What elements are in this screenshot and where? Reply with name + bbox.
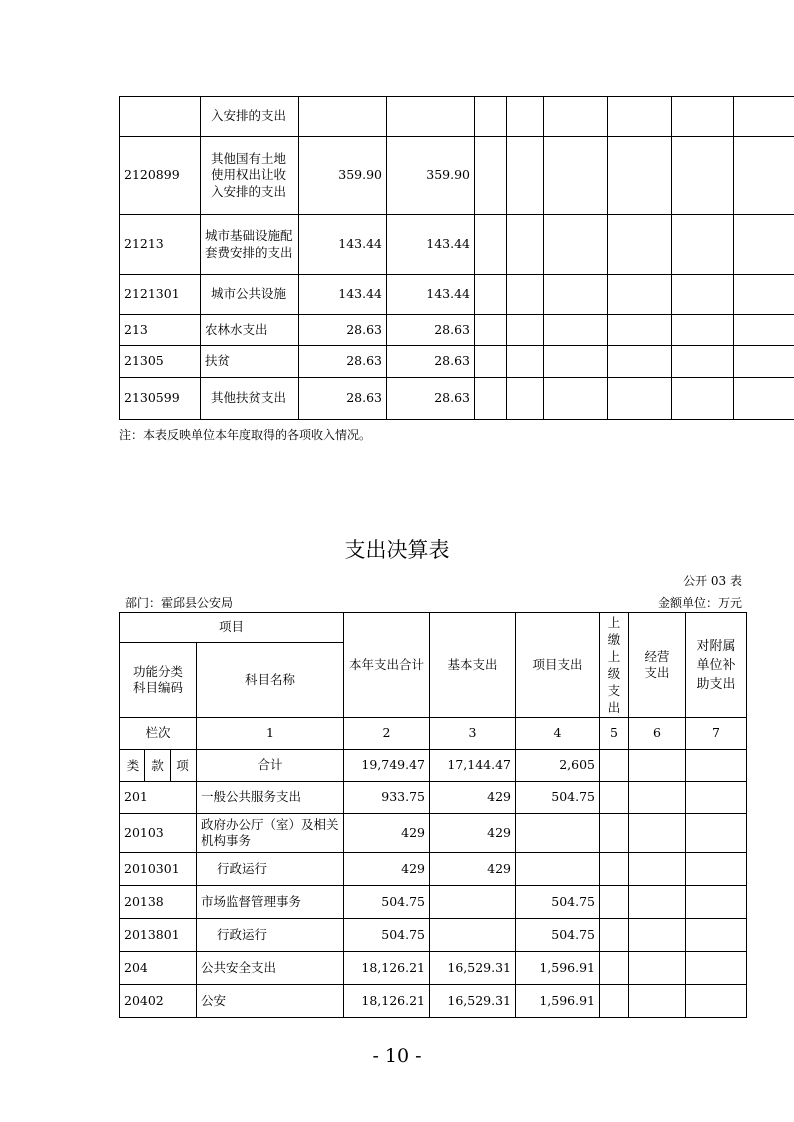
page-title: 支出决算表 — [344, 538, 450, 562]
code-cell: 2010301 — [120, 853, 197, 886]
header-item: 项目 — [120, 613, 344, 643]
total-value: 18,126.21 — [344, 985, 430, 1018]
classify-lei: 类 — [122, 750, 145, 781]
total-value: 504.75 — [344, 886, 430, 919]
page-number: - 10 - — [372, 1045, 422, 1067]
total-value: 504.75 — [344, 919, 430, 952]
code-cell: 204 — [120, 952, 197, 985]
table-row — [120, 919, 747, 952]
value-cell: 143.44 — [299, 215, 387, 275]
value-cell: 28.63 — [387, 315, 475, 346]
total-value: 19,749.47 — [344, 750, 430, 782]
name-cell: 市场监督管理事务 — [197, 886, 344, 919]
code-cell: 2120899 — [120, 137, 201, 215]
total-value: 429 — [344, 814, 430, 853]
header-business: 经营支出 — [629, 613, 686, 718]
classify-kuan: 款 — [145, 750, 171, 781]
name-cell: 政府办公厅（室）及相关机构事务 — [197, 814, 344, 853]
table-row — [120, 378, 794, 420]
value-cell — [299, 97, 387, 137]
index-cell: 3 — [430, 718, 516, 750]
code-cell — [120, 97, 201, 137]
table-row — [120, 275, 794, 315]
basic-value: 16,529.31 — [430, 985, 516, 1018]
code-cell: 20402 — [120, 985, 197, 1018]
value-cell: 28.63 — [299, 378, 387, 420]
code-cell: 21213 — [120, 215, 201, 275]
name-cell: 城市基础设施配套费安排的支出 — [201, 215, 299, 275]
value-cell: 143.44 — [387, 215, 475, 275]
header-total: 本年支出合计 — [344, 613, 430, 718]
name-cell: 城市公共设施 — [201, 275, 299, 315]
index-label: 栏次 — [120, 718, 197, 750]
index-cell: 5 — [600, 718, 629, 750]
header-code: 功能分类科目编码 — [120, 643, 197, 718]
value-cell: 143.44 — [387, 275, 475, 315]
table-row — [120, 782, 747, 814]
name-cell: 公安 — [197, 985, 344, 1018]
index-row — [120, 718, 747, 750]
header-project: 项目支出 — [516, 613, 600, 718]
basic-value: 429 — [430, 782, 516, 814]
header-subsidiary: 对附属单位补助支出 — [686, 613, 747, 718]
value-cell — [387, 97, 475, 137]
code-cell: 2130599 — [120, 378, 201, 420]
name-cell: 入安排的支出 — [201, 97, 299, 137]
header-name: 科目名称 — [197, 643, 344, 718]
project-value: 2,605 — [516, 750, 600, 782]
name-cell: 行政运行 — [197, 853, 344, 886]
value-cell: 359.90 — [299, 137, 387, 215]
basic-value — [430, 919, 516, 952]
name-cell: 行政运行 — [197, 919, 344, 952]
table-row — [120, 137, 794, 215]
basic-value: 429 — [430, 853, 516, 886]
value-cell: 28.63 — [387, 378, 475, 420]
value-cell: 359.90 — [387, 137, 475, 215]
total-value: 933.75 — [344, 782, 430, 814]
table-row — [120, 215, 794, 275]
table-note: 注：本表反映单位本年度取得的各项收入情况。 — [119, 428, 372, 442]
project-value: 1,596.91 — [516, 985, 600, 1018]
table-row — [120, 97, 794, 137]
table-row — [120, 853, 747, 886]
index-cell: 7 — [686, 718, 747, 750]
header-upper: 上缴上级支出 — [600, 613, 629, 718]
index-cell: 4 — [516, 718, 600, 750]
code-cell: 20138 — [120, 886, 197, 919]
value-cell: 28.63 — [299, 315, 387, 346]
index-cell: 1 — [197, 718, 344, 750]
table-row — [120, 985, 747, 1018]
code-cell: 213 — [120, 315, 201, 346]
code-cell: 2121301 — [120, 275, 201, 315]
table-row — [120, 814, 747, 853]
basic-value: 16,529.31 — [430, 952, 516, 985]
name-cell: 其他扶贫支出 — [201, 378, 299, 420]
classify-xiang: 项 — [176, 758, 189, 773]
total-row — [120, 750, 747, 782]
table-row — [120, 952, 747, 985]
name-cell: 扶贫 — [201, 346, 299, 378]
project-value — [516, 853, 600, 886]
project-value: 504.75 — [516, 782, 600, 814]
table-row — [120, 346, 794, 378]
classify-cell — [120, 750, 197, 782]
total-value: 429 — [344, 853, 430, 886]
department-label: 部门：霍邱县公安局 — [125, 596, 234, 610]
project-value — [516, 814, 600, 853]
value-cell: 28.63 — [387, 346, 475, 378]
table-number: 公开 03 表 — [683, 574, 742, 588]
basic-value: 429 — [430, 814, 516, 853]
total-label: 合计 — [197, 750, 344, 782]
table-row — [120, 886, 747, 919]
project-value: 504.75 — [516, 886, 600, 919]
name-cell: 公共安全支出 — [197, 952, 344, 985]
index-cell: 2 — [344, 718, 430, 750]
basic-value: 17,144.47 — [430, 750, 516, 782]
project-value: 504.75 — [516, 919, 600, 952]
income-table — [119, 96, 794, 420]
code-cell: 2013801 — [120, 919, 197, 952]
value-cell: 143.44 — [299, 275, 387, 315]
unit-label: 金额单位：万元 — [657, 596, 742, 610]
code-cell: 21305 — [120, 346, 201, 378]
project-value: 1,596.91 — [516, 952, 600, 985]
index-cell: 6 — [629, 718, 686, 750]
header-basic: 基本支出 — [430, 613, 516, 718]
code-cell: 20103 — [120, 814, 197, 853]
basic-value — [430, 886, 516, 919]
name-cell: 一般公共服务支出 — [197, 782, 344, 814]
name-cell: 农林水支出 — [201, 315, 299, 346]
expense-table — [119, 612, 747, 1018]
table-row — [120, 315, 794, 346]
total-value: 18,126.21 — [344, 952, 430, 985]
value-cell: 28.63 — [299, 346, 387, 378]
name-cell: 其他国有土地使用权出让收入安排的支出 — [201, 137, 299, 215]
code-cell: 201 — [120, 782, 197, 814]
